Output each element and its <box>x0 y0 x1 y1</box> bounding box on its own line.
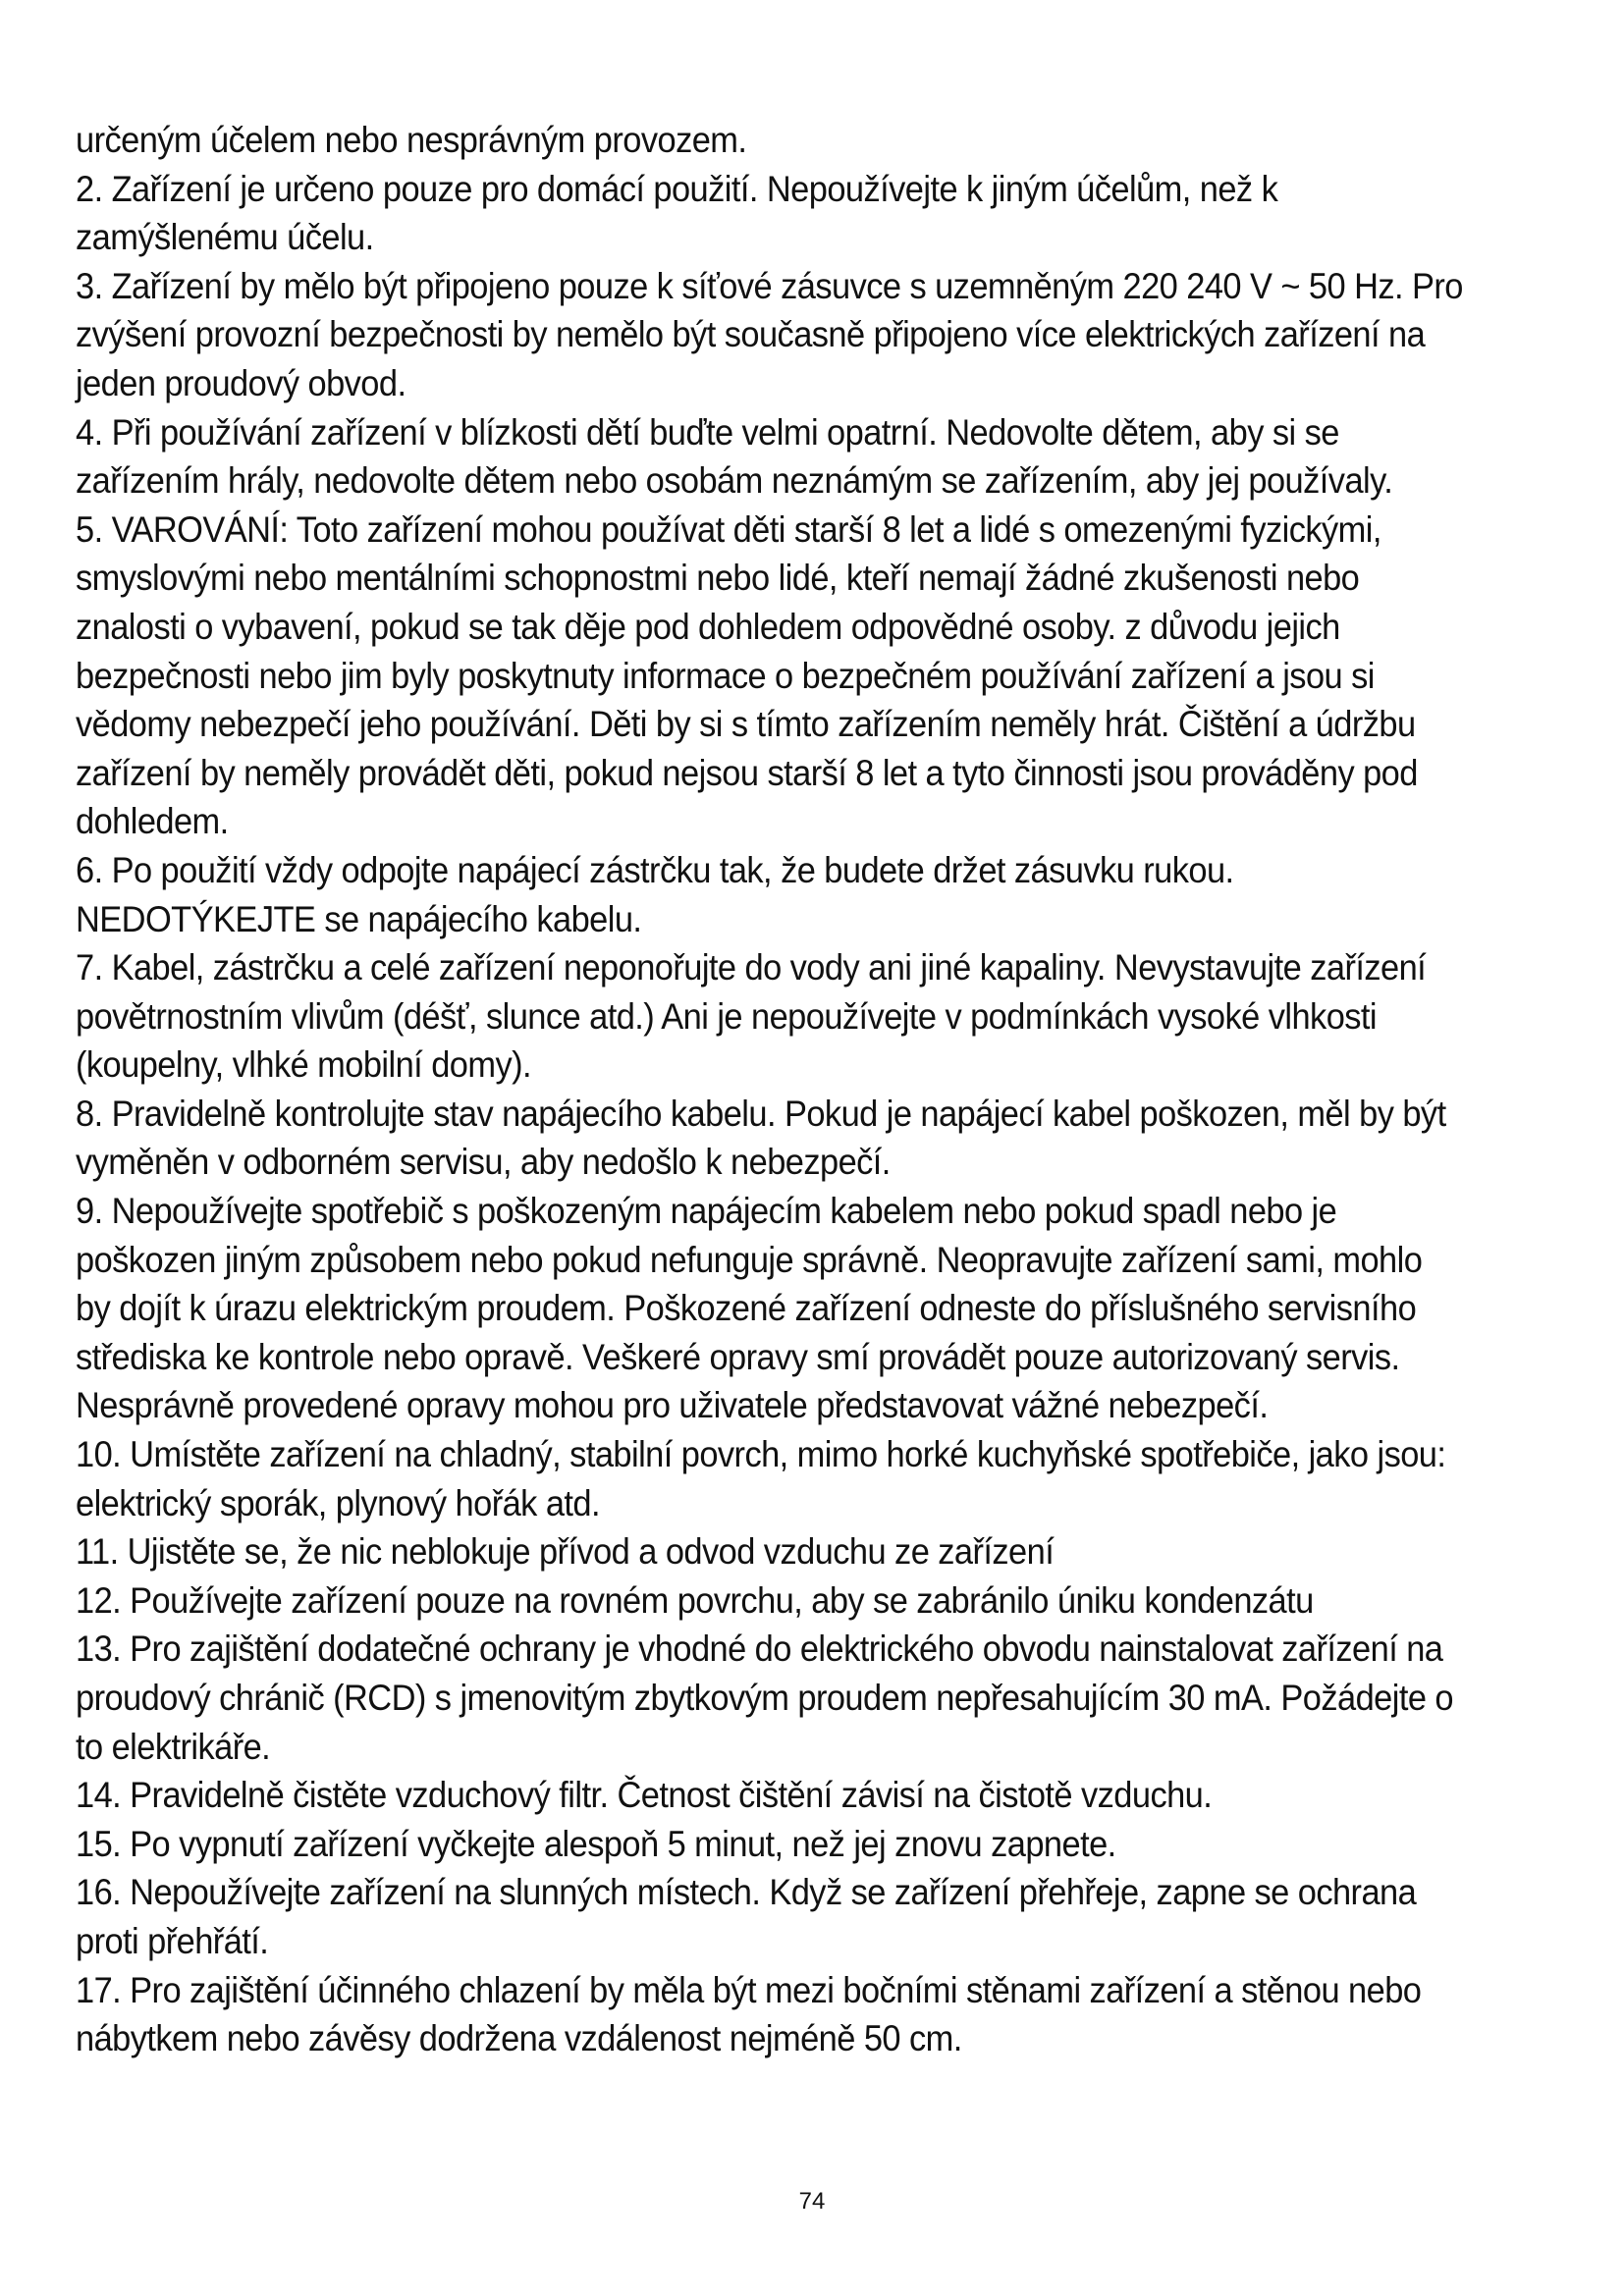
instruction-item-7: 7. Kabel, zástrčku a celé zařízení neponořujte do vody ani jiné kapaliny. Nevystavujte zařízení povětrnostním vlivům (déšť, slunce atd.) Ani je nepoužívejte v podmínkách vysoké vlhkosti (koupelny, vlhké mobilní domy). <box>76 947 1427 1086</box>
instruction-item-3: 3. Zařízení by mělo být připojeno pouze k síťové zásuvce s uzemněným 220 240 V ~ 50 Hz. Pro zvýšení provozní bezpečnosti by nemělo být současně připojeno více elektrických zařízení na jeden proudový obvod. <box>76 265 1463 403</box>
instruction-item-9: 9. Nepoužívejte spotřebič s poškozeným napájecím kabelem nebo pokud spadl nebo je poškozen jiným způsobem nebo pokud nefunguje správně. Neopravujte zařízení sami, mohlo by dojít k úrazu elektrickým proudem. Poškozené zařízení odneste do příslušného servisního střediska ke kontrole nebo opravě. Veškeré opravy smí provádět pouze autorizovaný servis. Nesprávně provedené opravy mohou pro uživatele představovat vážné nebezpečí. <box>76 1191 1423 1426</box>
instruction-item-15: 15. Po vypnutí zařízení vyčkejte alespoň 5 minut, než jej znovu zapnete. <box>76 1823 1116 1864</box>
instruction-item-12: 12. Používejte zařízení pouze na rovném povrchu, aby se zabránilo úniku kondenzátu <box>76 1579 1314 1621</box>
instruction-item-11: 11. Ujistěte se, že nic neblokuje přívod a odvod vzduchu ze zařízení <box>76 1531 1055 1573</box>
instruction-item-8: 8. Pravidelně kontrolujte stav napájecího kabelu. Pokud je napájecí kabel poškozen, měl by být vyměněn v odborném servisu, aby nedošlo k nebezpečí. <box>76 1093 1446 1183</box>
instruction-item-2: 2. Zařízení je určeno pouze pro domácí použití. Nepoužívejte k jiným účelům, než k zamýšlenému účelu. <box>76 168 1278 258</box>
page-number: 74 <box>798 2188 826 2215</box>
safety-instructions-text <box>76 116 1464 2063</box>
paragraph-continuation: určeným účelem nebo nesprávným provozem. <box>76 120 747 160</box>
instruction-item-13: 13. Pro zajištění dodatečné ochrany je vhodné do elektrického obvodu nainstalovat zařízení na proudový chránič (RCD) s jmenovitým zbytkovým proudem nepřesahujícím 30 mA. Požádejte o to elektrikáře. <box>76 1629 1453 1767</box>
instruction-item-17: 17. Pro zajištění účinného chlazení by měla být mezi bočními stěnami zařízení a stěnou nebo nábytkem nebo závěsy dodržena vzdálenost nejméně 50 cm. <box>76 1969 1422 2059</box>
instruction-item-14: 14. Pravidelně čistěte vzduchový filtr. Četnost čištění závisí na čistotě vzduchu. <box>76 1775 1213 1816</box>
instruction-item-16: 16. Nepoužívejte zařízení na slunných místech. Když se zařízení přehřeje, zapne se ochrana proti přehřátí. <box>76 1872 1417 1961</box>
instruction-item-4: 4. Při používání zařízení v blízkosti dětí buďte velmi opatrní. Nedovolte dětem, aby si se zařízením hrály, nedovolte dětem nebo osobám neznámým se zařízením, aby jej používaly. <box>76 411 1393 502</box>
instruction-item-6: 6. Po použití vždy odpojte napájecí zástrčku tak, že budete držet zásuvku rukou. NEDOTÝKEJTE se napájecího kabelu. <box>76 849 1234 939</box>
instruction-item-10: 10. Umístěte zařízení na chladný, stabilní povrch, mimo horké kuchyňské spotřebiče, jako jsou: elektrický sporák, plynový hořák atd. <box>76 1434 1446 1523</box>
instruction-item-5-warning: 5. VAROVÁNÍ: Toto zařízení mohou používat děti starší 8 let a lidé s omezenými fyzickými, smyslovými nebo mentálními schopnostmi nebo lidé, kteří nemají žádné zkušenosti nebo znalosti o vybavení, pokud se tak děje pod dohledem odpovědné osoby. z důvodu jejich bezpečnosti nebo jim byly poskytnuty informace o bezpečném používání zařízení a jsou si vědomy nebezpečí jeho používání. Děti by si s tímto zařízením neměly hrát. Čištění a údržbu zařízení by neměly provádět děti, pokud nejsou starší 8 let a tyto činnosti jsou prováděny pod dohledem. <box>76 508 1418 842</box>
